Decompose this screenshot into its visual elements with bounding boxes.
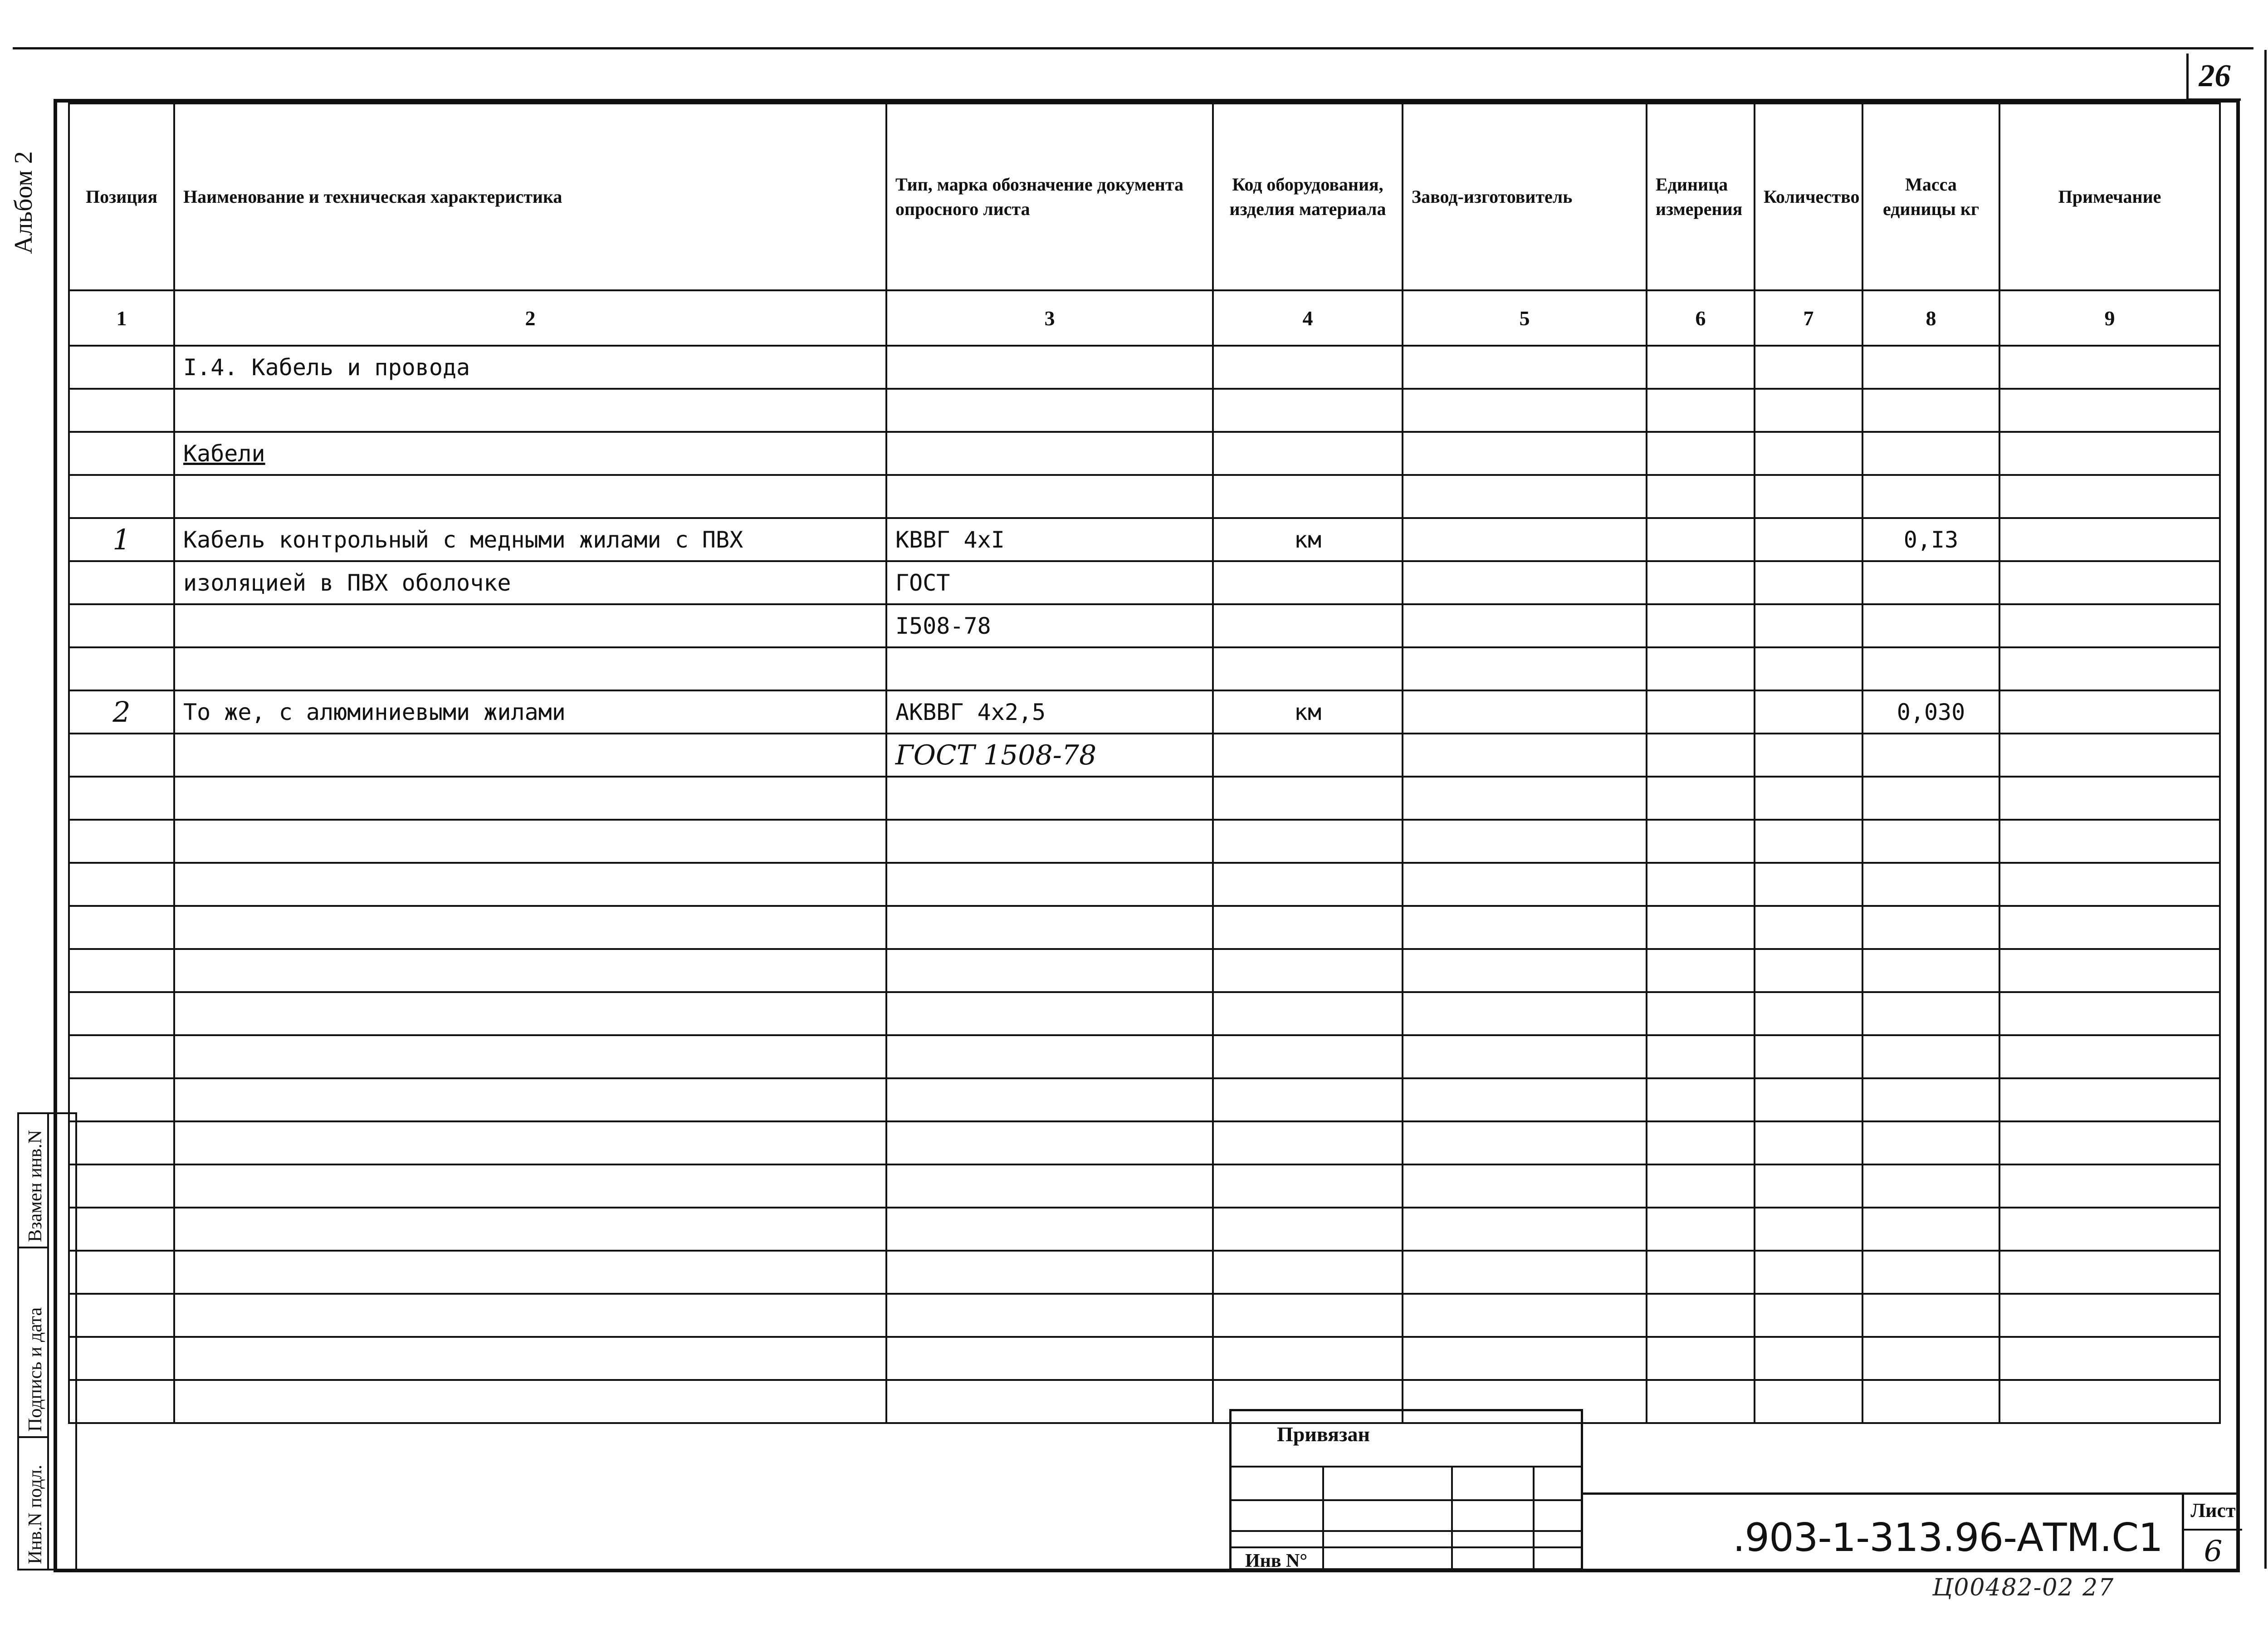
- header-type: Тип, марка обозначение документа опросного листа: [886, 103, 1213, 290]
- table-row: [69, 518, 2220, 561]
- title-block-line: [1583, 1492, 2240, 1495]
- album-label: Альбом 2: [10, 151, 38, 254]
- table-row: [69, 1380, 2220, 1423]
- header-manufacturer: Завод-изготовитель: [1403, 103, 1647, 290]
- table-row: [69, 346, 2220, 389]
- specification-table: [68, 103, 2221, 1424]
- table-row: [69, 1164, 2220, 1208]
- table-row: [69, 1078, 2220, 1121]
- item1-mass: 0,I3: [1862, 518, 1999, 561]
- binding-stamp: [1229, 1409, 1583, 1570]
- table-row: [69, 820, 2220, 863]
- side-stamp-signature-date: Подпись и дата: [25, 1307, 46, 1432]
- item1-type-line1: КВВГ 4хI: [886, 518, 1213, 561]
- item2-type-line1: АКВВГ 4х2,5: [886, 690, 1213, 734]
- right-border-line: [2264, 50, 2267, 1569]
- item1-position: 1: [112, 523, 131, 556]
- document-code: .903-1-313.96-АТМ.С1: [1733, 1515, 2163, 1561]
- item2-mass: 0,030: [1862, 690, 1999, 734]
- side-stamp-original-inv: Инв.N подл.: [25, 1464, 46, 1564]
- binding-stamp-title: Привязан: [1277, 1423, 1370, 1446]
- item2-unit: км: [1213, 690, 1403, 734]
- table-row: [69, 992, 2220, 1035]
- subsection-title: Кабели: [174, 432, 886, 475]
- column-number: 2: [174, 290, 886, 346]
- side-stamp-replaced-inv: Взамен инв.N: [25, 1130, 46, 1242]
- item1-name-line2: изоляцией в ПВХ оболочке: [174, 561, 886, 604]
- header-quantity: Количество: [1755, 103, 1862, 290]
- table-row: [69, 432, 2220, 475]
- column-number: 9: [1999, 290, 2220, 346]
- table-row: [69, 734, 2220, 777]
- column-number: 8: [1862, 290, 1999, 346]
- binding-stamp-inv-label: Инв N°: [1245, 1551, 1308, 1571]
- table-row: [69, 863, 2220, 906]
- table-row: [69, 1294, 2220, 1337]
- table-row: [69, 1208, 2220, 1251]
- table-row: [69, 1251, 2220, 1294]
- table-row: [69, 647, 2220, 690]
- table-row: [69, 690, 2220, 734]
- header-mass: Масса единицы кг: [1862, 103, 1999, 290]
- column-number-row: [69, 290, 2220, 346]
- table-row: [69, 906, 2220, 949]
- table-row: [69, 949, 2220, 992]
- sheet-number-corner: [2186, 54, 2241, 101]
- sheet-box: [2182, 1492, 2240, 1570]
- header-name: Наименование и техническая характеристика: [174, 103, 886, 290]
- table-row: [69, 561, 2220, 604]
- sheet-value: 6: [2184, 1529, 2242, 1570]
- sheet-number: 26: [2199, 58, 2231, 93]
- column-number: 3: [886, 290, 1213, 346]
- column-number: 5: [1403, 290, 1647, 346]
- item1-unit: км: [1213, 518, 1403, 561]
- header-code: Код оборудования, изделия материала: [1213, 103, 1403, 290]
- item1-name-line1: Кабель контрольный с медными жилами с ПВХ: [174, 518, 886, 561]
- item2-position: 2: [112, 695, 131, 729]
- column-number: 4: [1213, 290, 1403, 346]
- column-number: 6: [1647, 290, 1755, 346]
- item2-type-line2: ГОСТ 1508-78: [895, 739, 1097, 771]
- sheet-label: Лист: [2190, 1499, 2236, 1521]
- item1-type-line3: I508-78: [886, 604, 1213, 647]
- column-number: 7: [1755, 290, 1862, 346]
- header-note: Примечание: [1999, 103, 2220, 290]
- header-position: Позиция: [69, 103, 174, 290]
- table-row: [69, 604, 2220, 647]
- item2-name: То же, с алюминиевыми жилами: [174, 690, 886, 734]
- header-unit: Единица измерения: [1647, 103, 1755, 290]
- table-row: [69, 1121, 2220, 1164]
- table-row: [69, 777, 2220, 820]
- top-border-line: [13, 47, 2253, 49]
- table-row: [69, 389, 2220, 432]
- table-row: [69, 1337, 2220, 1380]
- header-row: [69, 103, 2220, 290]
- section-title: I.4. Кабель и провода: [174, 346, 886, 389]
- column-number: 1: [69, 290, 174, 346]
- archive-number: Ц00482-02 27: [1932, 1574, 2115, 1601]
- table-row: [69, 475, 2220, 518]
- side-stamp: [17, 1112, 77, 1570]
- item1-type-line2: ГОСТ: [886, 561, 1213, 604]
- table-row: [69, 1035, 2220, 1078]
